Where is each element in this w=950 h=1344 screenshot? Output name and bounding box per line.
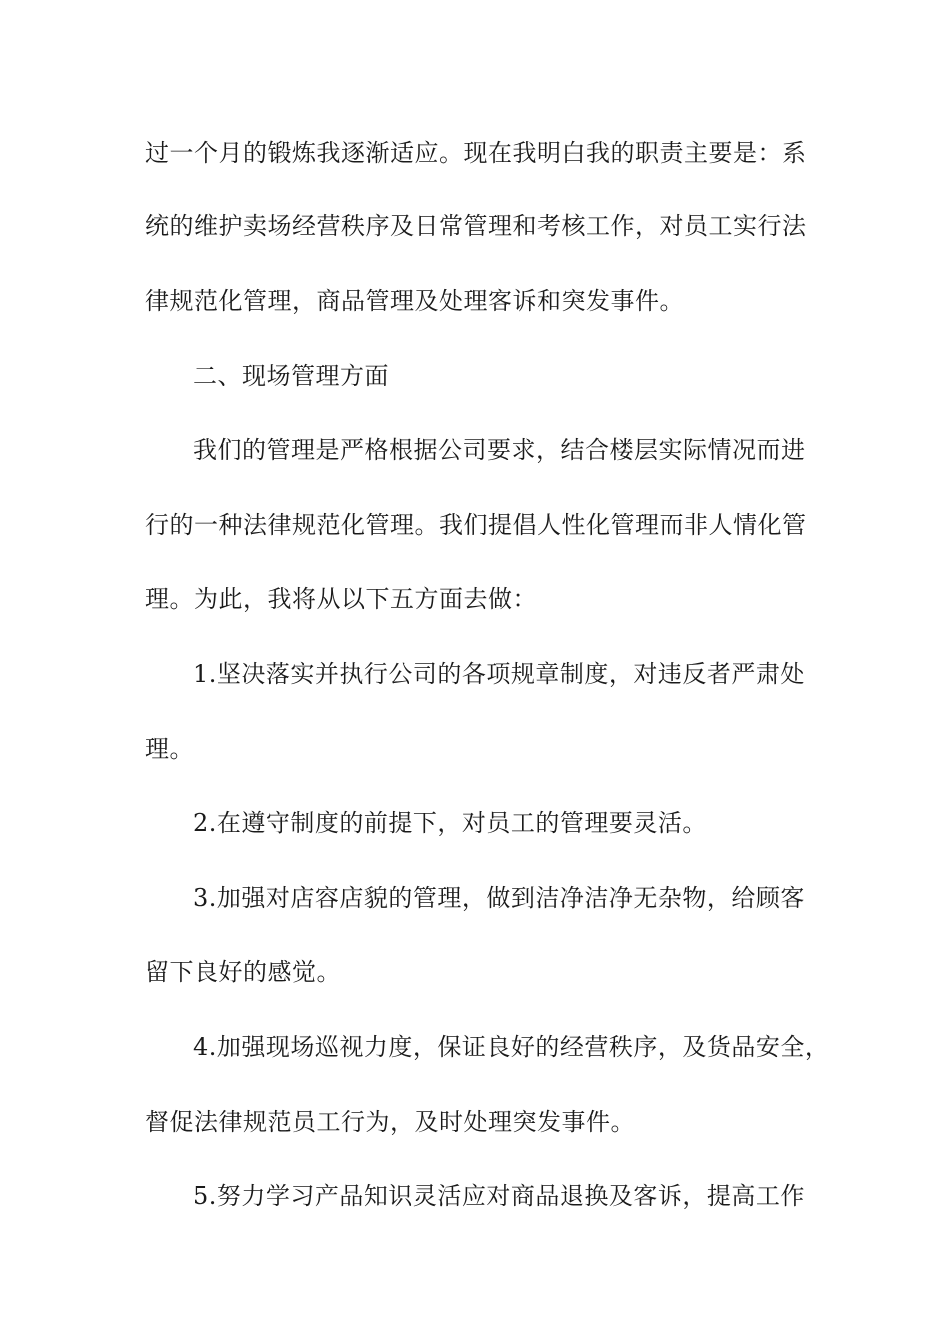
paragraph-line: 过一个月的锻炼我逐渐适应。现在我明白我的职责主要是：系 [145, 139, 807, 167]
list-item-line: 理。 [145, 735, 194, 763]
list-item-line: 4.加强现场巡视力度，保证良好的经营秩序，及货品安全， [193, 1033, 830, 1061]
list-item-line: 督促法律规范员工行为，及时处理突发事件。 [145, 1108, 635, 1136]
section-heading: 二、现场管理方面 [193, 362, 389, 390]
list-item-line: 2.在遵守制度的前提下，对员工的管理要灵活。 [193, 809, 707, 837]
paragraph-line: 理。为此，我将从以下五方面去做： [145, 585, 537, 613]
list-item-line: 留下良好的感觉。 [145, 958, 341, 986]
list-item-line: 1.坚决落实并执行公司的各项规章制度，对违反者严肃处 [193, 660, 805, 688]
paragraph-line: 行的一种法律规范化管理。我们提倡人性化管理而非人情化管 [145, 511, 807, 539]
list-item-line: 3.加强对店容店貌的管理，做到洁净洁净无杂物，给顾客 [193, 884, 805, 912]
list-item-line: 5.努力学习产品知识灵活应对商品退换及客诉，提高工作 [193, 1182, 805, 1210]
paragraph-line: 律规范化管理，商品管理及处理客诉和突发事件。 [145, 287, 684, 315]
paragraph-line: 统的维护卖场经营秩序及日常管理和考核工作，对员工实行法 [145, 212, 807, 240]
paragraph-line: 我们的管理是严格根据公司要求，结合楼层实际情况而进 [193, 436, 806, 464]
